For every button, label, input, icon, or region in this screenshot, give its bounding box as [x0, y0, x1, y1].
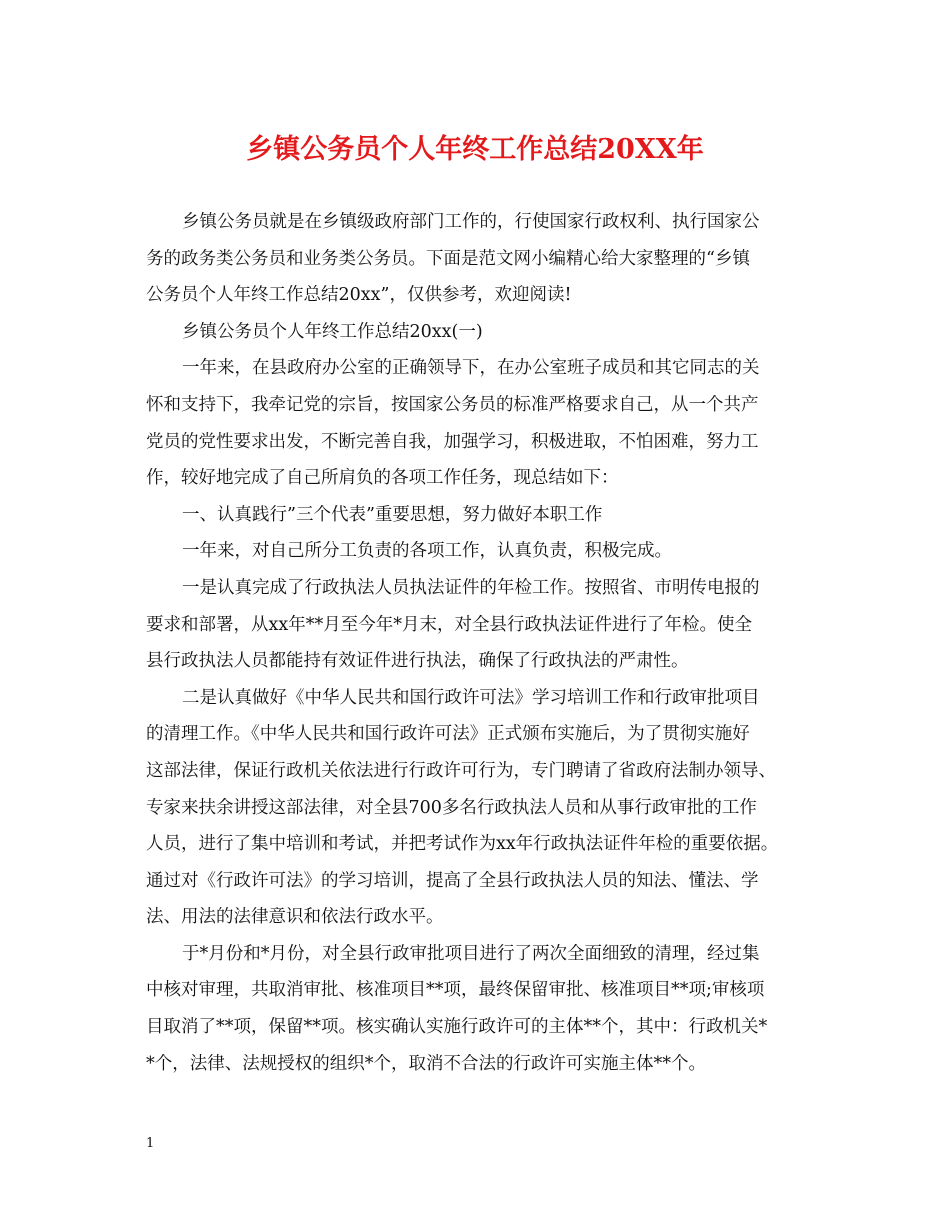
paragraph-line: 乡镇公务员就是在乡镇级政府部门工作的，行使国家行政权利、执行国家公 — [182, 212, 760, 232]
paragraph-line: 这部法律，保证行政机关依法进行行政许可行为，专门聘请了省政府法制办领导、 — [146, 760, 776, 781]
paragraph-line: 怀和支持下，我牵记党的宗旨，按国家公务员的标准严格要求自己，从一个共产 — [146, 394, 759, 415]
paragraph-line: 法、用法的法律意识和依法行政水平。 — [146, 907, 444, 928]
paragraph-line: 中核对审理，共取消审批、核准项目**项，最终保留审批、核准项目**项;审核项 — [146, 980, 765, 1001]
paragraph-line: 党员的党性要求出发，不断完善自我，加强学习，积极进取，不怕困难，努力工 — [146, 431, 759, 452]
document-body — [146, 204, 814, 1082]
paragraph-line: 目取消了**项，保留**项。核实确认实施行政许可的主体**个，其中：行政机关* — [146, 1017, 768, 1038]
paragraph-line: 二是认真做好《中华人民共和国行政许可法》学习培训工作和行政审批项目 — [182, 687, 760, 708]
paragraph-line: 专家来扶余讲授这部法律，对全县700多名行政执法人员和从事行政审批的工作 — [146, 797, 757, 818]
paragraph-line: 要求和部署，从xx年**月至今年*月末，对全县行政执法证件进行了年检。使全 — [146, 614, 752, 635]
paragraph-line: 于*月份和*月份，对全县行政审批项目进行了两次全面细致的清理，经过集 — [182, 943, 760, 964]
paragraph-line: *个，法律、法规授权的组织*个，取消不合法的行政许可实施主体**个。 — [146, 1053, 706, 1074]
paragraph-line: 作，较好地完成了自己所肩负的各项工作任务，现总结如下： — [146, 468, 619, 489]
section-heading: 乡镇公务员个人年终工作总结20xx(一) — [182, 321, 483, 342]
paragraph-line: 县行政执法人员都能持有效证件进行执法，确保了行政执法的严肃性。 — [146, 651, 689, 672]
paragraph-line: 通过对《行政许可法》的学习培训，提高了全县行政执法人员的知法、懂法、学 — [146, 870, 759, 891]
paragraph-line: 务的政务类公务员和业务类公务员。下面是范文网小编精心给大家整理的“乡镇 — [146, 248, 750, 269]
paragraph-line: 一年来，对自己所分工负责的各项工作，认真负责，积极完成。 — [182, 541, 672, 562]
paragraph-line: 一是认真完成了行政执法人员执法证件的年检工作。按照省、市明传电报的 — [182, 577, 760, 598]
section-heading: 一、认真践行”三个代表”重要思想，努力做好本职工作 — [182, 504, 603, 525]
paragraph-line: 公务员个人年终工作总结20xx”，仅供参考，欢迎阅读! — [146, 285, 572, 306]
page-number: 1 — [146, 1136, 155, 1151]
paragraph-line: 一年来，在县政府办公室的正确领导下，在办公室班子成员和其它同志的关 — [182, 358, 760, 379]
paragraph-line: 人员，进行了集中培训和考试，并把考试作为xx年行政执法证件年检的重要依据。 — [146, 834, 779, 855]
document-title: 乡镇公务员个人年终工作总结20XX年 — [246, 134, 704, 165]
paragraph-line: 的清理工作。《中华人民共和国行政许可法》正式颁布实施后，为了贯彻实施好 — [146, 724, 750, 745]
